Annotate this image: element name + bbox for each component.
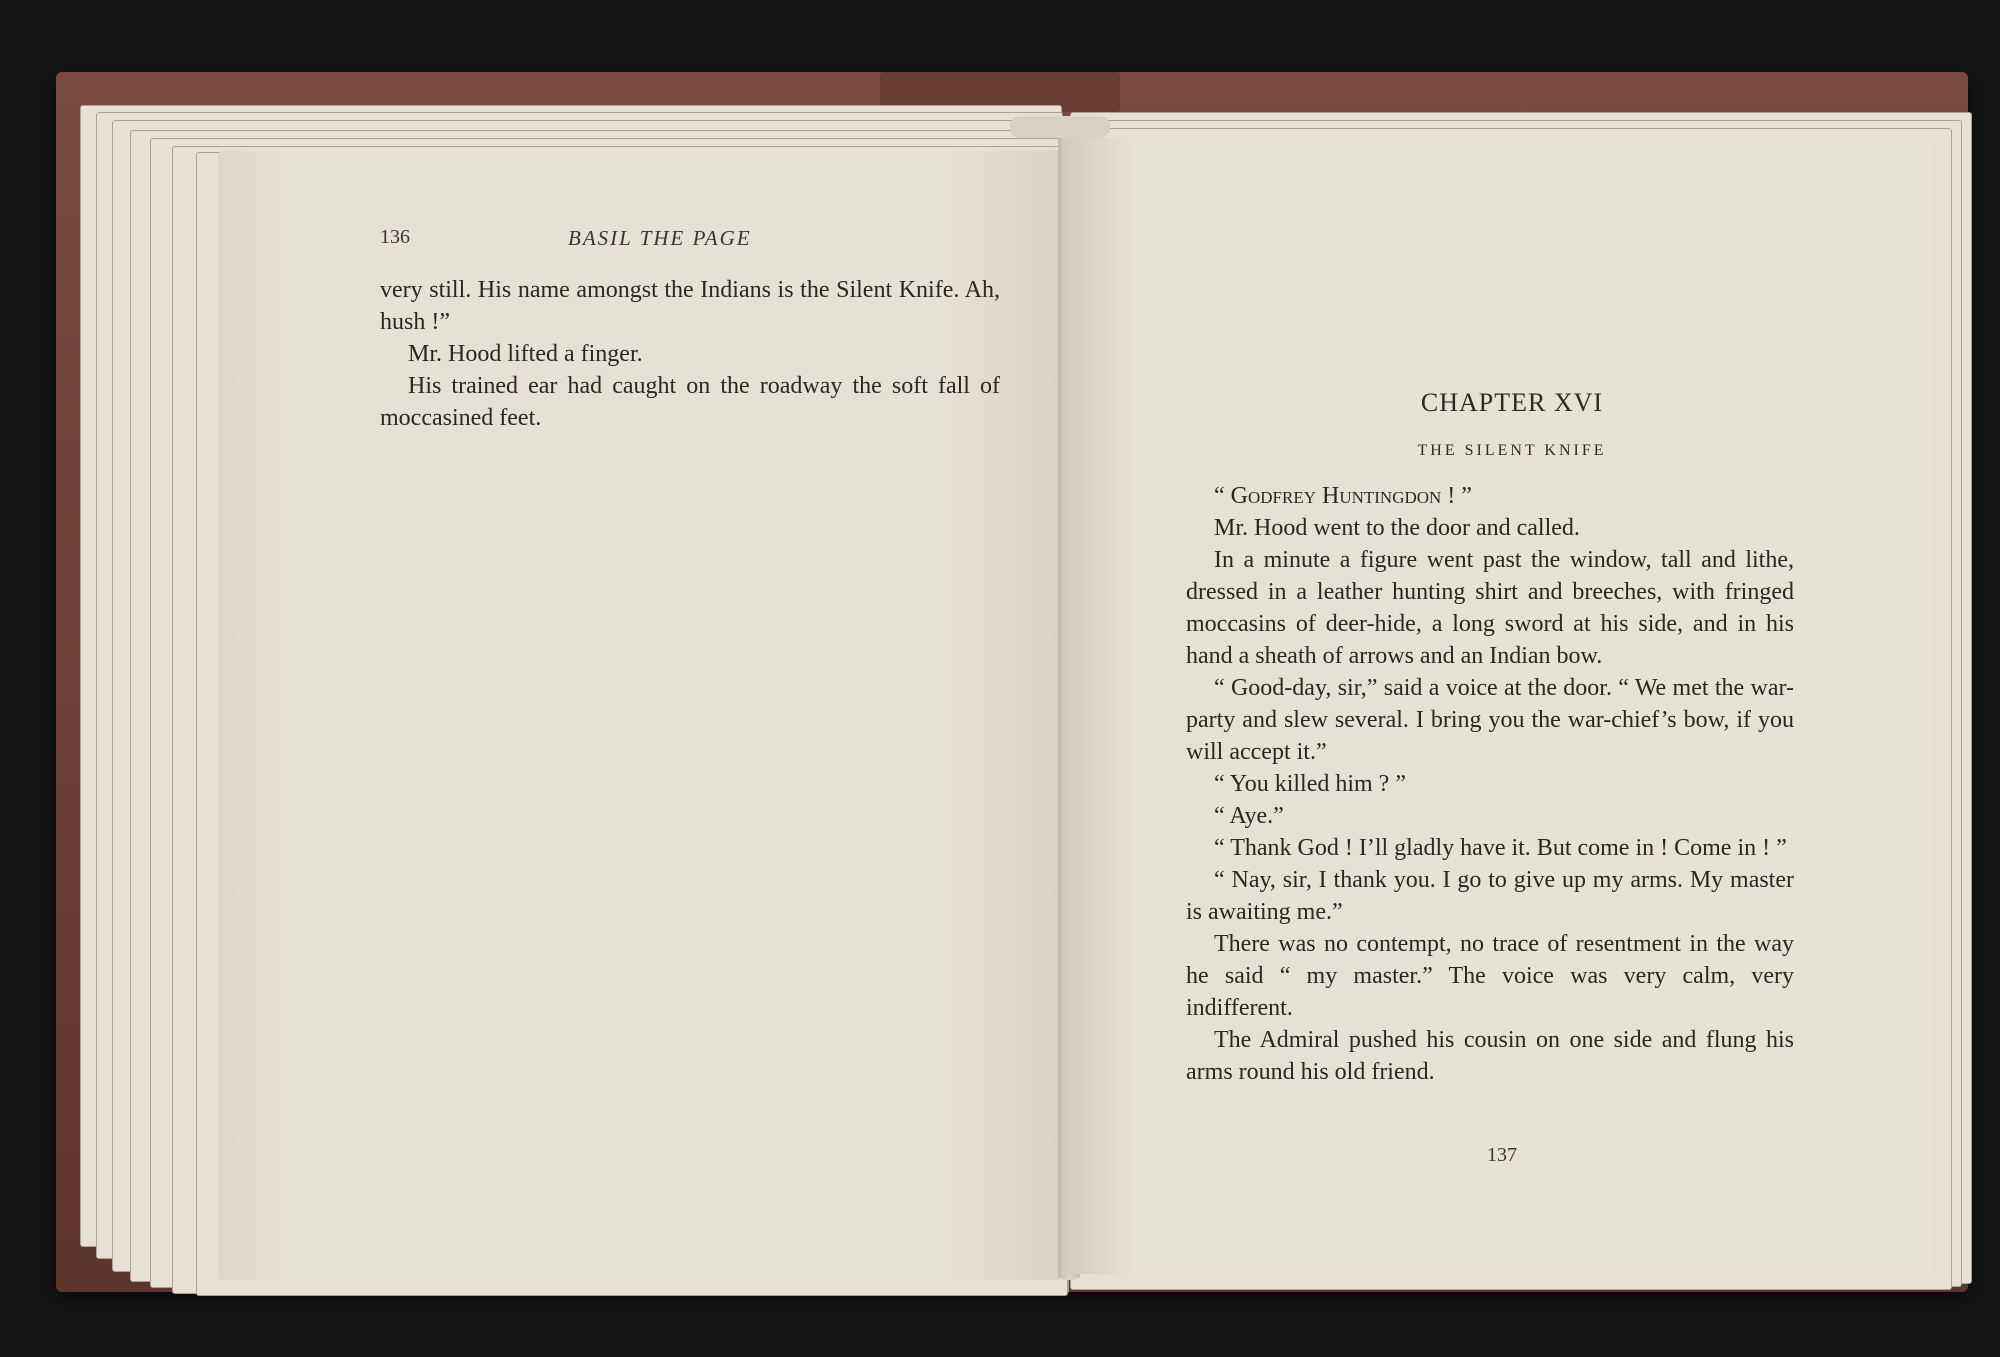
paragraph: “ Thank God ! I’ll gladly have it. But come in ! Come in ! ” — [1214, 835, 1787, 861]
paragraph: “ Aye.” — [1214, 803, 1284, 829]
chapter-subtitle: THE SILENT KNIFE — [1417, 442, 1607, 459]
paragraph: “ Good-day, sir,” said a voice at the door. “ We met the war-party and slew several. I bring you the war-chief’s bow, if you will accept it.” — [1186, 675, 1794, 765]
paragraph: There was no contempt, no trace of resentment in the way he said “ my master.” The voice was very calm, very indifferent. — [1186, 931, 1794, 1021]
paragraph: Mr. Hood went to the door and called. — [1214, 515, 1580, 541]
body-text — [1186, 480, 1794, 1088]
paragraph: His trained ear had caught on the roadway the soft fall of moccasined feet. — [380, 373, 1000, 431]
page-number: 137 — [1487, 1144, 1517, 1166]
paragraph: “ You killed him ? ” — [1214, 771, 1406, 797]
running-head: BASIL THE PAGE — [568, 226, 752, 250]
paragraph: The Admiral pushed his cousin on one side and flung his arms round his old friend. — [1186, 1027, 1794, 1085]
body-text — [380, 274, 1000, 434]
paragraph: very still. His name amongst the Indians is the Silent Knife. Ah, hush !” — [380, 277, 1000, 335]
page-number: 136 — [380, 226, 410, 248]
left-page — [218, 150, 1076, 1280]
paragraph: Mr. Hood lifted a finger. — [408, 341, 643, 367]
chapter-title: CHAPTER XVI — [1420, 388, 1604, 417]
right-page — [1062, 138, 1932, 1274]
paragraph: “ Godfrey Huntingdon ! ” — [1214, 483, 1472, 509]
paragraph: In a minute a figure went past the window, tall and lithe, dressed in a leather hunting shirt and breeches, with fringed moccasins of deer-hide, a long sword at his side, and in his hand a sheath of arrows and an Indian bow. — [1186, 547, 1794, 669]
binding-stitch — [1010, 116, 1110, 138]
paragraph: “ Nay, sir, I thank you. I go to give up my arms. My master is awaiting me.” — [1186, 867, 1794, 925]
